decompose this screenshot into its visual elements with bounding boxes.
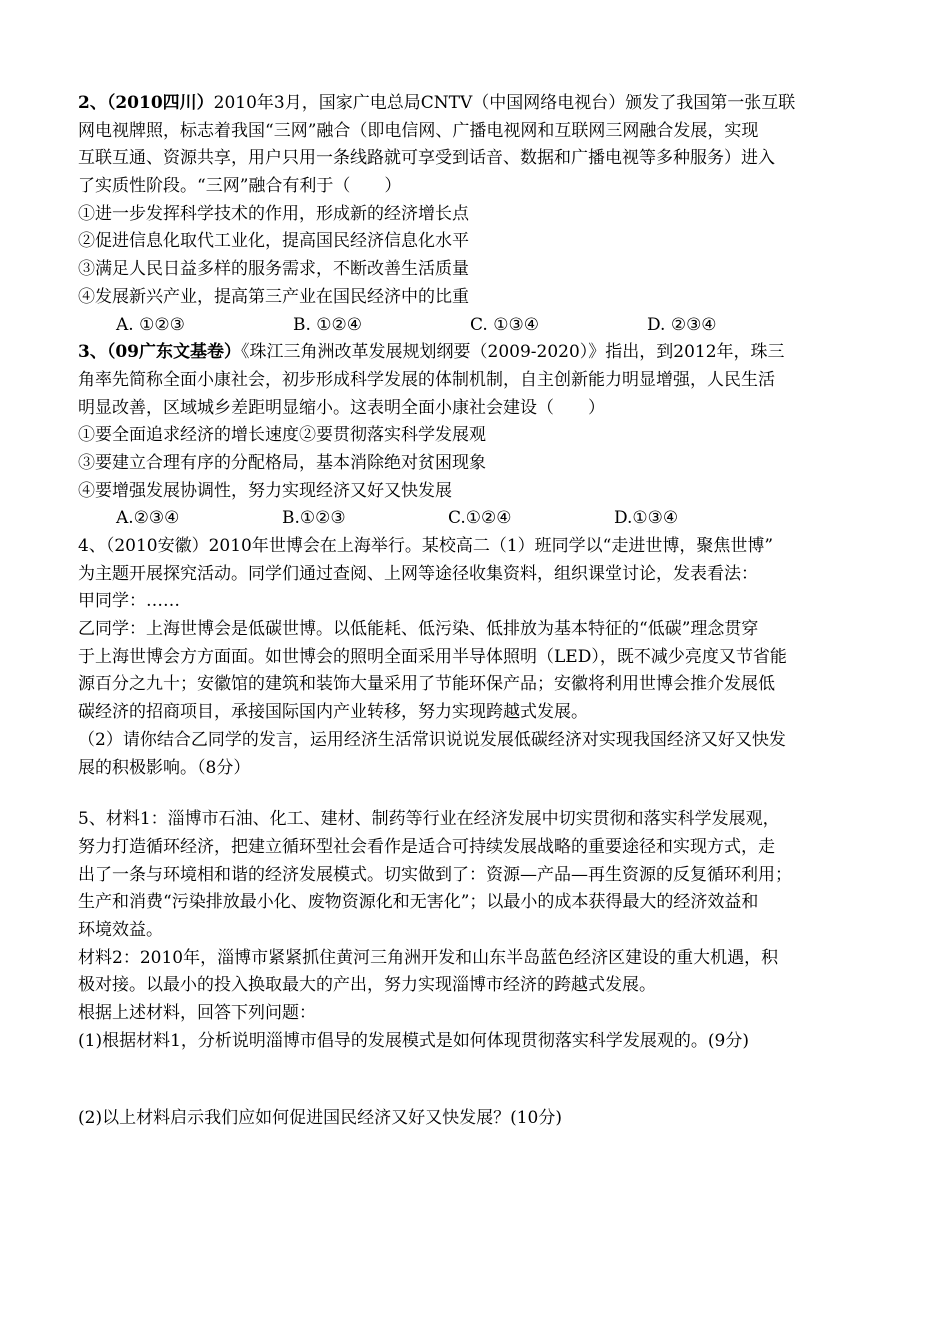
material-line: 5、材料1：淄博市石油、化工、建材、制药等行业在经济发展中切实贯彻和落实科学发展观， — [78, 809, 780, 830]
statement: ②促进信息化取代工业化，提高国民经济信息化水平 — [78, 231, 469, 252]
sub-question-line: （2）请你结合乙同学的发言，运用经济生活常识说说发展低碳经济对实现我国经济又好又快发 — [78, 729, 786, 750]
answer-space — [78, 1055, 878, 1105]
sub-question-line: (1)根据材料1，分析说明淄博市倡导的发展模式是如何体现贯彻落实科学发展观的。(9分) — [78, 1030, 749, 1051]
question-text-line: 网电视牌照，标志着我国“三网”融合（即电信网、广播电视网和互联网三网融合发展，实现 — [78, 120, 759, 141]
statement: ①进一步发挥科学技术的作用，形成新的经济增长点 — [78, 203, 469, 224]
question-number: 3、 — [78, 342, 107, 363]
question-3 — [78, 339, 878, 533]
material-line: 努力打造循环经济，把建立循环型社会看作是适合可持续发展战略的重要途径和实现方式，走 — [78, 836, 775, 857]
question-4 — [78, 533, 878, 782]
option-d: D.①③④ — [614, 508, 679, 529]
question-source: （2010四川） — [106, 93, 214, 113]
statement: ①要全面追求经济的增长速度②要贯彻落实科学发展观 — [78, 425, 486, 446]
question-text: 2010年3月，国家广电总局CNTV（中国网络电视台）颁发了我国第一张互联 — [213, 93, 796, 113]
question-text-line: 碳经济的招商项目，承接国际国内产业转移，努力实现跨越式发展。 — [78, 702, 588, 723]
material-line: 环境效益。 — [78, 919, 163, 940]
question-text-line: 明显改善，区域城乡差距明显缩小。这表明全面小康社会建设（ ） — [78, 397, 605, 418]
question-text-line: 甲同学：…… — [78, 591, 180, 612]
statement: ④要增强发展协调性，努力实现经济又好又快发展 — [78, 480, 452, 501]
material-line: 材料2：2010年，淄博市紧紧抓住黄河三角洲开发和山东半岛蓝色经济区建设的重大机遇，积 — [78, 947, 779, 968]
question-source: （09广东文基卷） — [106, 342, 242, 363]
statement: ③要建立合理有序的分配格局，基本消除绝对贫困现象 — [78, 452, 486, 473]
question-text-line: 4、（2010安徽）2010年世博会在上海举行。某校高二（1）班同学以“走进世博，聚焦世博” — [78, 536, 774, 556]
option-c: C.①②④ — [448, 508, 512, 529]
answer-options — [78, 505, 878, 533]
spacer — [78, 782, 878, 806]
sub-question-line: 展的积极影响。（8分） — [78, 757, 251, 778]
question-text-line: 于上海世博会方方面面。如世博会的照明全面采用半导体照明（LED），既不减少亮度又节省能 — [78, 646, 787, 667]
option-d: D. ②③④ — [647, 314, 717, 335]
question-3-stem-line — [78, 339, 878, 367]
question-text-line: 源百分之九十；安徽馆的建筑和装饰大量采用了节能环保产品；安徽将利用世博会推介发展低 — [78, 674, 775, 695]
question-text-line: 为主题开展探究活动。同学们通过查阅、上网等途径收集资料，组织课堂讨论，发表看法： — [78, 563, 758, 584]
question-5 — [78, 806, 878, 1133]
sub-question-line: (2)以上材料启示我们应如何促进国民经济又好又快发展？(10分) — [78, 1108, 562, 1129]
material-line: 生产和消费“污染排放最小化、废物资源化和无害化”；以最小的成本获得最大的经济效益和 — [78, 892, 759, 913]
question-text: 《珠江三角洲改革发展规划纲要（2009-2020）》指出，到2012年，珠三 — [241, 342, 785, 363]
question-text-line: 角率先简称全面小康社会，初步形成科学发展的体制机制，自主创新能力明显增强，人民生活 — [78, 369, 775, 390]
instruction-line: 根据上述材料，回答下列问题： — [78, 1003, 316, 1023]
statement: ③满足人民日益多样的服务需求，不断改善生活质量 — [78, 259, 469, 280]
option-b: B.①②③ — [282, 508, 346, 529]
question-text-line: 了实质性阶段。“三网”融合有利于（ ） — [78, 176, 402, 197]
material-line: 极对接。以最小的投入换取最大的产出，努力实现淄博市经济的跨越式发展。 — [78, 975, 656, 996]
material-line: 出了一条与环境相和谐的经济发展模式。切实做到了：资源—产品—再生资源的反复循环利用； — [78, 864, 792, 885]
question-2-stem-line — [78, 90, 878, 118]
option-a: A. ①②③ — [116, 314, 185, 335]
question-2 — [78, 90, 878, 339]
answer-options — [78, 312, 878, 340]
question-number: 2、 — [78, 93, 107, 113]
option-c: C. ①③④ — [470, 314, 539, 335]
option-a: A.②③④ — [116, 508, 180, 529]
option-b: B. ①②④ — [293, 314, 363, 335]
question-text-line: 互联互通、资源共享，用户只用一条线路就可享受到话音、数据和广播电视等多种服务）进入 — [78, 148, 775, 169]
statement: ④发展新兴产业，提高第三产业在国民经济中的比重 — [78, 286, 469, 307]
document-page — [78, 90, 878, 1133]
question-text-line: 乙同学：上海世博会是低碳世博。以低能耗、低污染、低排放为基本特征的“低碳”理念贯穿 — [78, 619, 759, 640]
